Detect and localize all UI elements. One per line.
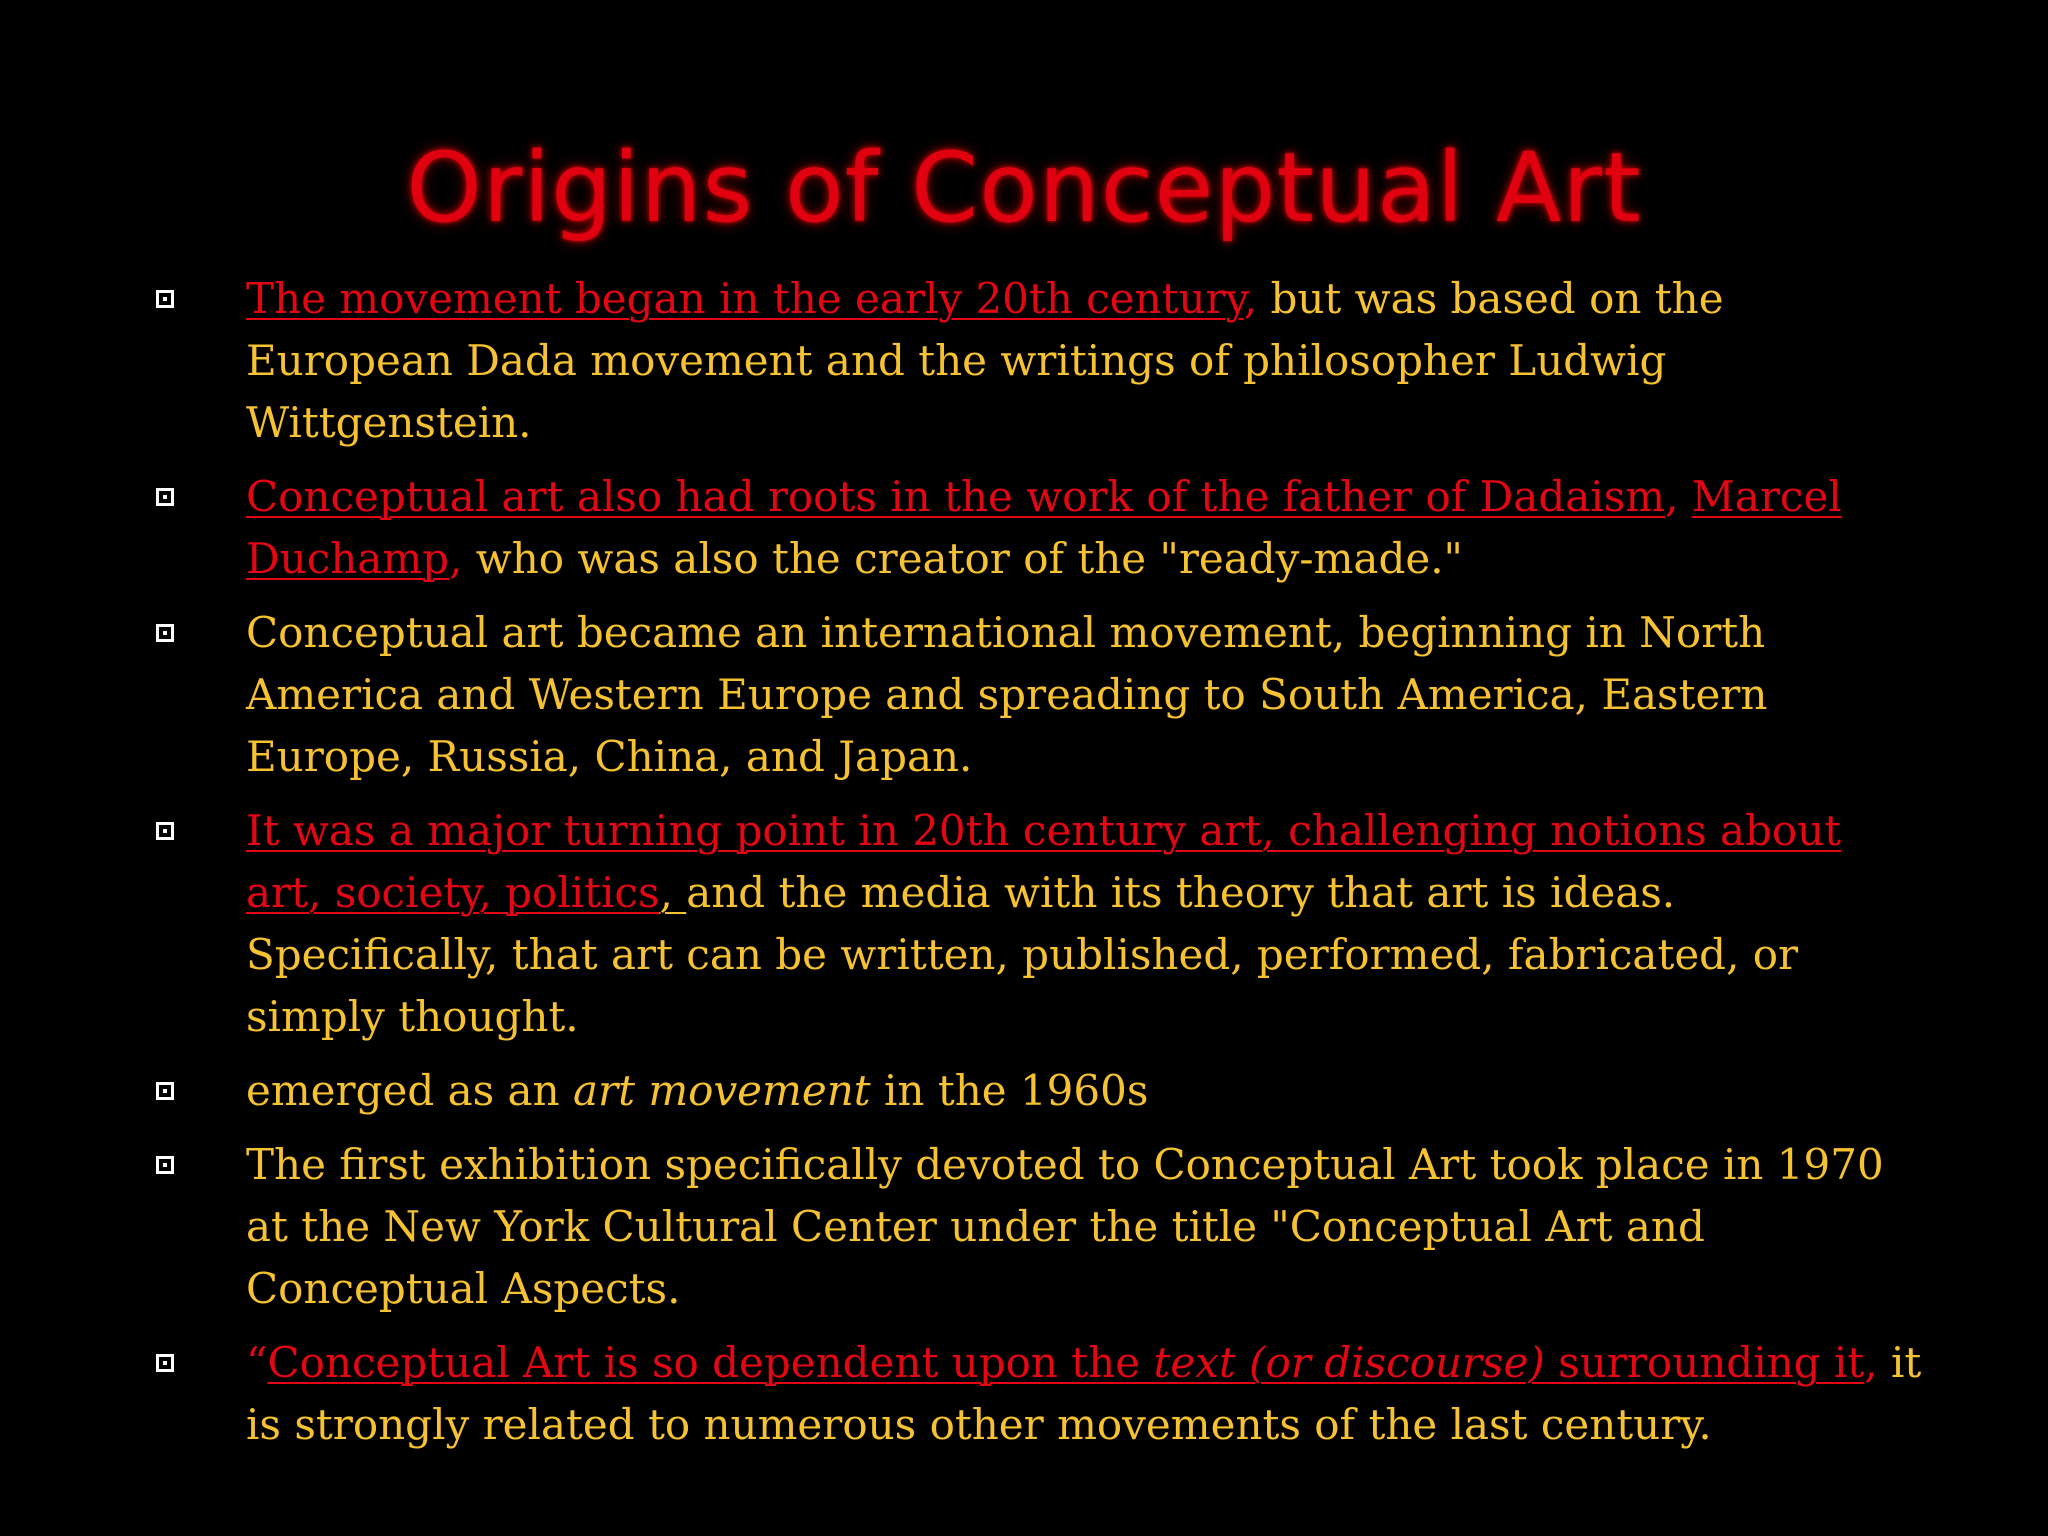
square-dot-bullet-icon [156,624,174,642]
body-text: Conceptual art became an international movement, beginning in North America and Western Europe and spreading to South America, Eastern Europe, Russia, China, and Japan. [246,608,1768,781]
bullet-item [0,1134,1926,1320]
body-text: but was based on the European Dada movement and the writings of philosopher Ludwig Wittgenstein. [246,274,1724,447]
bullet-item [0,800,1926,1048]
separator-text: , [1243,274,1258,323]
highlighted-text: It was a major turning point in 20th century art, challenging notions about art, society, politics [246,806,1842,917]
highlighted-text: Conceptual Art is so dependent upon the [267,1338,1154,1387]
bullet-item [0,1332,1926,1456]
slide-title: Origins of Conceptual Art [406,132,1642,244]
square-dot-bullet-icon [156,1082,174,1100]
square-dot-bullet-icon [156,1156,174,1174]
body-text: who was also the creator of the "ready-made." [462,534,1463,583]
square-dot-bullet-icon [156,290,174,308]
square-dot-bullet-icon [156,1354,174,1372]
highlighted-text: The movement began in the early 20th century [246,274,1244,323]
separator-text: , [1665,472,1692,521]
separator-text: , [1864,1338,1878,1387]
highlighted-italic-text: text (or discourse) [1153,1338,1545,1387]
bullet-list [0,268,2048,1468]
body-text: The first exhibition specifically devoted to Conceptual Art took place in 1970 at the New York Cultural Center under the title "Conceptual Art and Conceptual Aspects. [246,1140,1884,1313]
bullet-item [0,466,1926,590]
highlighted-text: Marcel Duchamp [246,472,1842,583]
square-dot-bullet-icon [156,488,174,506]
bullet-item [0,1060,1926,1122]
body-text: emerged as an [246,1066,573,1115]
separator-text: , [449,534,463,583]
quote-mark: “ [246,1338,268,1387]
highlighted-text: Conceptual art also had roots in the work of the father of Dadaism [246,472,1666,521]
separator-text: , [659,868,687,917]
body-text: it is strongly related to numerous other movements of the last century. [246,1338,1922,1449]
italic-text: art movement [572,1066,871,1115]
body-text: in the 1960s [870,1066,1149,1115]
square-dot-bullet-icon [156,822,174,840]
highlighted-text: surrounding it [1544,1338,1865,1387]
bullet-item [0,268,1926,454]
body-text: and the media with its theory that art is ideas. Specifically, that art can be written, published, performed, fabricated, or simply thought. [246,868,1799,1041]
bullet-item [0,602,1926,788]
